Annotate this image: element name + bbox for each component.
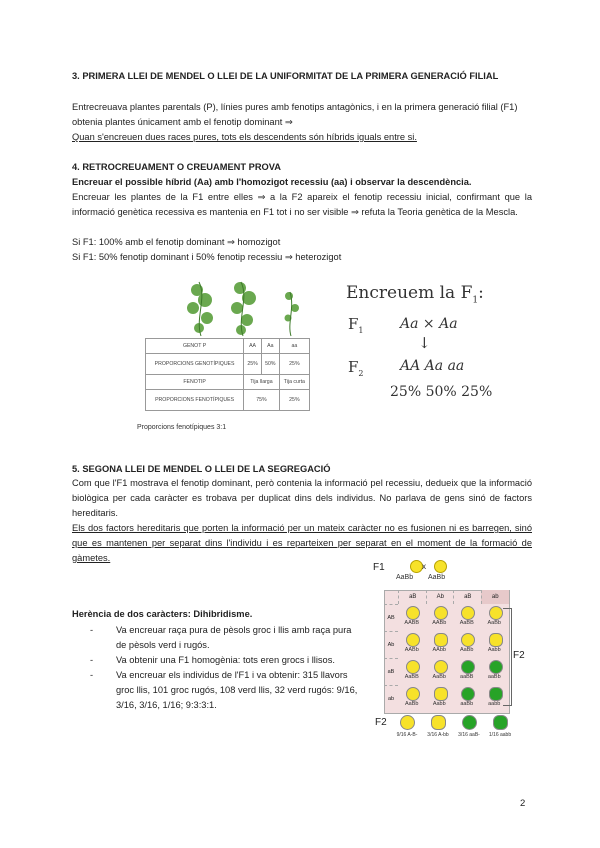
notes-f2-subscript: 2 bbox=[358, 369, 364, 378]
gamete-column-4: ab bbox=[481, 590, 510, 604]
ratio-layer bbox=[370, 560, 530, 750]
genotype-aa-recessive: aa bbox=[279, 339, 309, 354]
punnett-cell-3-3: aaBB bbox=[460, 674, 474, 680]
section-4-case-homozygous: Si F1: 100% amb el fenotip dominant ⇒ homozigot bbox=[72, 237, 281, 247]
gamete-column-1: aB bbox=[398, 590, 427, 604]
punnett-cell-2-3: AaBb bbox=[460, 647, 474, 653]
notes-percentages: 25% 50% 25% bbox=[390, 384, 493, 400]
punnett-figure bbox=[370, 560, 530, 750]
f2-ratio-3: 3/16 aaB- bbox=[458, 732, 480, 738]
pea-plants-illustration bbox=[145, 278, 310, 338]
section-4-case-heterozygous: Si F1: 50% fenotip dominant i 50% fenotip recessiu ⇒ heterozigot bbox=[72, 252, 342, 262]
phenotype-long-stem: Tija llarga bbox=[244, 375, 280, 390]
genotypic-proportions-label: PROPORCIONS GENOTÍPIQUES bbox=[146, 354, 244, 375]
punnett-cell-1-2: AABb bbox=[432, 620, 447, 626]
phenotypic-proportion-dominant: 75% bbox=[244, 390, 280, 411]
f2-ratio-4: 1/16 aabb bbox=[488, 732, 512, 738]
notes-f1-cross: Aa × Aa bbox=[400, 316, 458, 332]
phenotypic-proportion-recessive: 25% bbox=[279, 390, 309, 411]
section-5-title: 5. SEGONA LLEI DE MENDEL O LLEI DE LA SEGREGACIÓ bbox=[72, 464, 331, 474]
genotypic-proportion-2: 50% bbox=[261, 354, 279, 375]
phenotype-label: FENOTIP bbox=[146, 375, 244, 390]
figure-caption: Proporcions fenotípiques 3:1 bbox=[137, 424, 227, 431]
punnett-f1-label: F1 bbox=[373, 562, 385, 573]
parent-1-genotype: AaBb bbox=[396, 574, 414, 581]
section-5-paragraph: Com que l'F1 mostrava el fenotip dominant, però contenia la informació pel recessiu, dedueix que la informació biològica per cada caràcter es trobava per duplicat dins dels individus. No parlava de gens sinó de factors hereditaris. bbox=[72, 478, 532, 518]
gamete-row-4: ab bbox=[384, 685, 398, 713]
punnett-cell-2-1: AABb bbox=[404, 647, 419, 653]
punnett-cell-4-2: Aabb bbox=[432, 701, 446, 707]
f2-pea-icon-3 bbox=[462, 715, 477, 730]
section-4-paragraph: Encreuar les plantes de la F1 entre elles ⇒ a la F2 apareix el fenotip recessiu inicial, confirmant que la informació genètica recessiva es mantenia en F1 tot i no ser visible ⇒ refuta la Teoria genètica de la Mescla. bbox=[72, 192, 532, 217]
section-5-law-statement: Els dos factors hereditaris que porten la informació per un mateix caràcter no es fusionen ni es barregen, sinó que es mantenen per separat dins l'individu i es reparteixen per separat en el moment de la formació de gàmetes. bbox=[72, 523, 532, 563]
gamete-row-2: Ab bbox=[384, 631, 398, 659]
dihybridism-list bbox=[90, 623, 362, 713]
dihybridism-item-1: - Va encreuar raça pura de pèsols groc i llis amb raça pura de pèsols verd i rugós. bbox=[90, 623, 362, 653]
phenotypic-proportions-label: PROPORCIONS FENOTÍPIQUES bbox=[146, 390, 244, 411]
parent-2-genotype: AaBb bbox=[428, 574, 446, 581]
punnett-cell-2-2: AAbb bbox=[432, 647, 446, 653]
notes-f2-genotypes: AA Aa aa bbox=[400, 358, 465, 374]
dihybridism-item-3: - Va encreuar els individus de l'F1 i va obtenir: 315 llavors groc llis, 101 groc rugós, 108 verd llis, 32 verd rugós: 9/16, 3/16, 3/16, 1/16; 9:3:3:1. bbox=[90, 668, 362, 713]
notes-f2-label bbox=[348, 358, 364, 378]
punnett-cell-4-1: AaBb bbox=[405, 701, 419, 707]
phenotype-short-stem: Tija curta bbox=[279, 375, 309, 390]
gamete-row-1: AB bbox=[384, 604, 398, 632]
section-4-subtitle: Encreuar el possible híbrid (Aa) amb l'homozigot recessiu (aa) i observar la descendència. bbox=[72, 177, 472, 187]
gamete-row-3: aB bbox=[384, 658, 398, 686]
genotype-label: GENOT P bbox=[146, 339, 244, 354]
punnett-f2-label: F2 bbox=[375, 717, 387, 728]
notes-title-subscript: 1 bbox=[472, 295, 479, 306]
genotypic-proportion-1: 25% bbox=[244, 354, 262, 375]
notes-arrow: ↓ bbox=[418, 334, 431, 352]
f2-pea-icon-2 bbox=[431, 715, 446, 730]
section-3-title: 3. PRIMERA LLEI DE MENDEL O LLEI DE LA UNIFORMITAT DE LA PRIMERA GENERACIÓ FILIAL bbox=[72, 71, 499, 81]
genotype-phenotype-table bbox=[145, 338, 310, 411]
punnett-cell-1-4: AaBb bbox=[487, 620, 501, 626]
notes-f1-label bbox=[348, 315, 364, 335]
genotype-aa-dominant: AA bbox=[244, 339, 262, 354]
punnett-cell-3-4: aaBb bbox=[487, 674, 501, 680]
f2-ratio-2: 3/16 A-bb bbox=[427, 732, 449, 738]
section-3-paragraph: Entrecreuava plantes parentals (P), línies pures amb fenotips antagònics, i en la primera generació filial (F1) obtenia plantes únicament amb el fenotip dominant ⇒ bbox=[72, 102, 518, 127]
notes-f1-subscript: 1 bbox=[358, 326, 364, 335]
pea-plants-icon bbox=[145, 278, 310, 338]
notes-f2-letter: F bbox=[348, 358, 359, 376]
f2-ratio-1: 9/16 A-B- bbox=[396, 732, 418, 738]
notes-f1-letter: F bbox=[348, 315, 359, 333]
section-4-title: 4. RETROCREUAMENT O CREUAMENT PROVA bbox=[72, 162, 282, 172]
punnett-cell-1-3: AaBB bbox=[459, 620, 474, 626]
punnett-f2-side-label: F2 bbox=[513, 650, 525, 661]
f2-pea-icon-1 bbox=[400, 715, 415, 730]
gamete-column-2: Ab bbox=[426, 590, 455, 604]
page-number: 2 bbox=[520, 798, 526, 809]
dihybridism-title: Herència de dos caràcters: Dihibridisme. bbox=[72, 609, 253, 619]
dihybridism-item-2: - Va obtenir una F1 homogènia: tots eren grocs i llisos. bbox=[90, 653, 362, 668]
punnett-cell-3-2: AaBb bbox=[432, 674, 446, 680]
notes-title-text: Encreuem la F bbox=[346, 283, 473, 303]
punnett-cell-1-1: AABB bbox=[404, 620, 420, 626]
punnett-cell-2-4: Aabb bbox=[487, 647, 501, 653]
section-3-law-statement: Quan s'encreuen dues races pures, tots els descendents són híbrids iguals entre si. bbox=[72, 132, 417, 142]
genotypic-proportion-3: 25% bbox=[279, 354, 309, 375]
punnett-times: x bbox=[422, 562, 426, 571]
punnett-cell-4-4: aabb bbox=[488, 701, 501, 707]
notes-title: Encreuem la $F_1$: bbox=[346, 283, 484, 306]
punnett-cell-4-3: aaBb bbox=[460, 701, 474, 707]
punnett-cell-3-1: AaBB bbox=[404, 674, 419, 680]
f2-pea-icon-4 bbox=[493, 715, 508, 730]
genotype-aa-hetero: Aa bbox=[261, 339, 279, 354]
gamete-column-3: aB bbox=[453, 590, 482, 604]
